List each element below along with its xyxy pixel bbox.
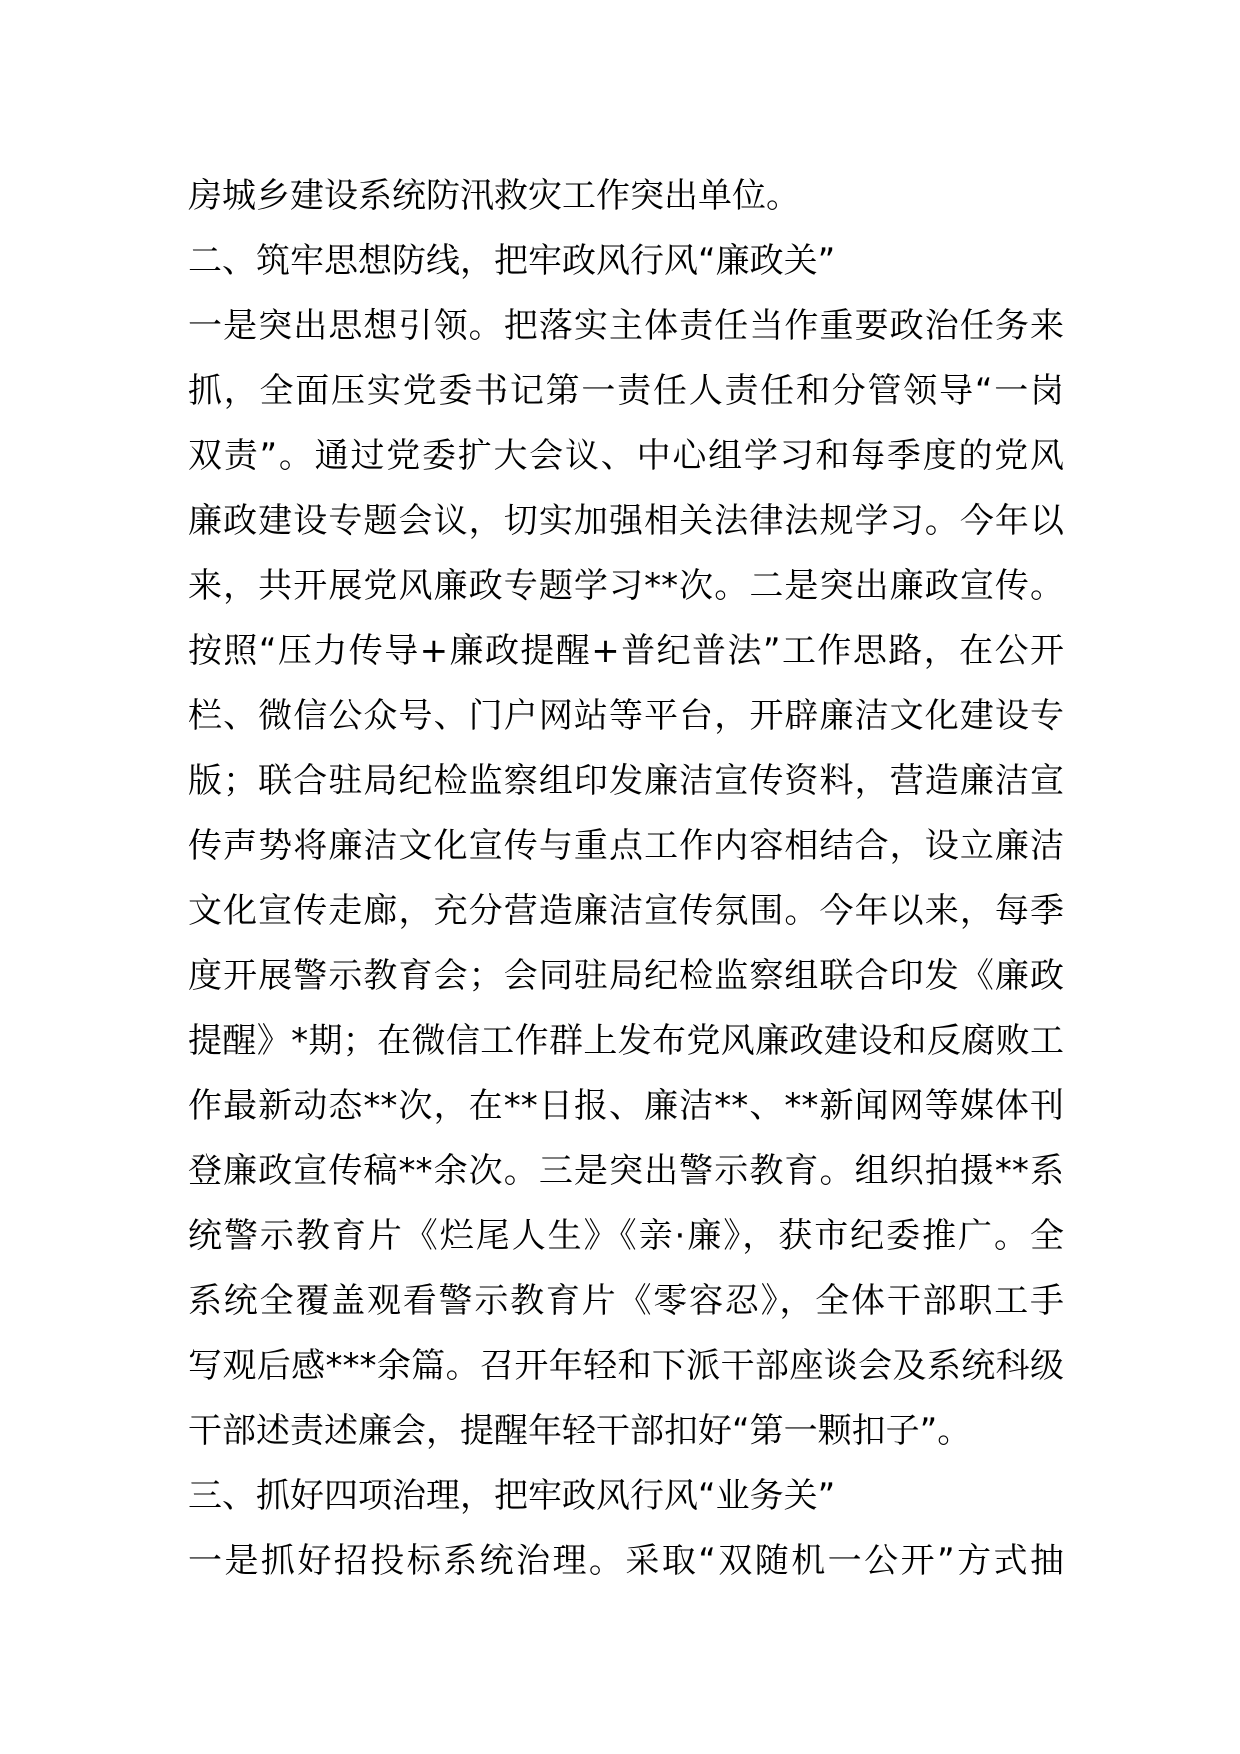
text-line: 按照“压力传导+廉政提醒+普纪普法”工作思路，在公开 — [188, 631, 1064, 671]
text-line: 提醒》*期；在微信工作群上发布党风廉政建设和反腐败工 — [188, 1021, 1064, 1061]
text-line: 廉政建设专题会议，切实加强相关法律法规学习。今年以 — [188, 501, 1064, 541]
text-line: 版；联合驻局纪检监察组印发廉洁宣传资料，营造廉洁宣 — [188, 761, 1064, 801]
text-line: 登廉政宣传稿**余次。三是突出警示教育。组织拍摄**系 — [188, 1151, 1064, 1191]
text-line: 一是抓好招投标系统治理。采取“双随机一公开”方式抽 — [188, 1541, 1064, 1581]
text-line: 来，共开展党风廉政专题学习**次。二是突出廉政宣传。 — [188, 566, 1064, 606]
text-line: 房城乡建设系统防汛救灾工作突出单位。 — [188, 176, 800, 216]
text-line: 传声势将廉洁文化宣传与重点工作内容相结合，设立廉洁 — [188, 826, 1064, 866]
section-heading: 二、筑牢思想防线，把牢政风行风“廉政关” — [188, 241, 836, 281]
text-line: 干部述责述廉会，提醒年轻干部扣好“第一颗扣子”。 — [188, 1411, 972, 1451]
text-line: 双责”。通过党委扩大会议、中心组学习和每季度的党风 — [188, 436, 1064, 476]
text-line: 栏、微信公众号、门户网站等平台，开辟廉洁文化建设专 — [188, 696, 1064, 736]
text-line: 写观后感***余篇。召开年轻和下派干部座谈会及系统科级 — [188, 1346, 1064, 1386]
section-heading: 三、抓好四项治理，把牢政风行风“业务关” — [188, 1476, 836, 1516]
text-line: 度开展警示教育会；会同驻局纪检监察组联合印发《廉政 — [188, 956, 1064, 996]
text-line: 统警示教育片《烂尾人生》《亲·廉》，获市纪委推广。全 — [188, 1216, 1064, 1256]
text-line: 抓，全面压实党委书记第一责任人责任和分管领导“一岗 — [188, 371, 1064, 411]
text-line: 系统全覆盖观看警示教育片《零容忍》，全体干部职工手 — [188, 1281, 1064, 1321]
text-line: 作最新动态**次，在**日报、廉洁**、**新闻网等媒体刊 — [188, 1086, 1064, 1126]
document-body — [188, 164, 1064, 1594]
text-line: 一是突出思想引领。把落实主体责任当作重要政治任务来 — [188, 306, 1064, 346]
text-line: 文化宣传走廊，充分营造廉洁宣传氛围。今年以来，每季 — [188, 891, 1064, 931]
